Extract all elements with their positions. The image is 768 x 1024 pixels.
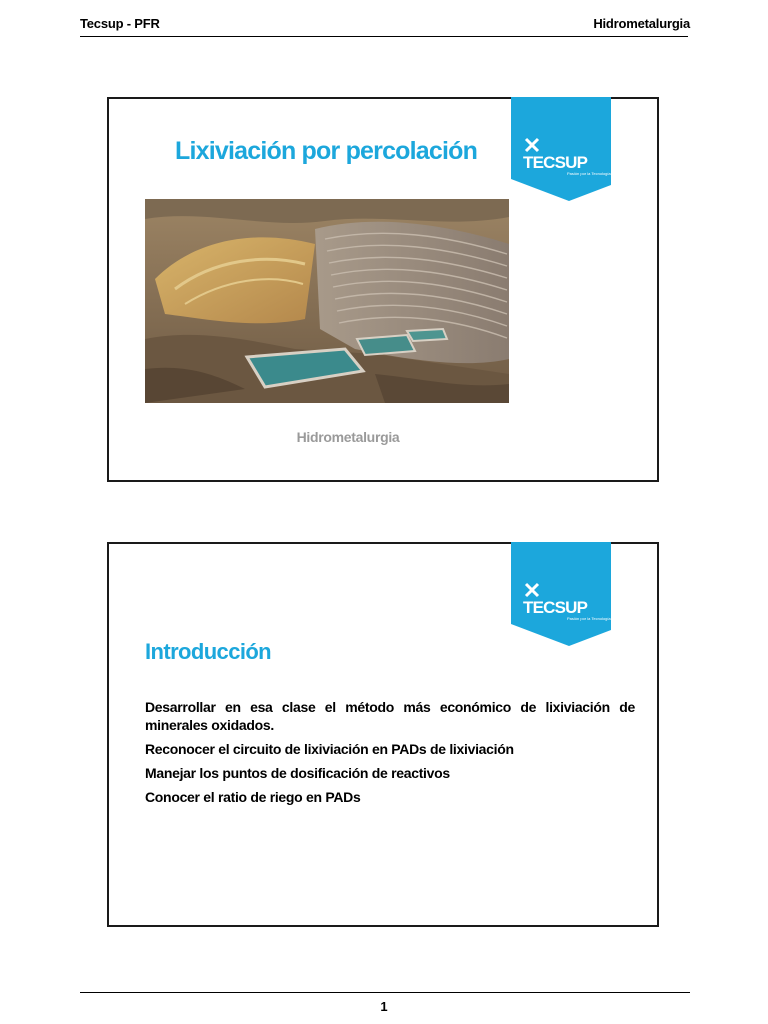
objectives-list	[145, 698, 635, 812]
logo-tagline: Pasión por la Tecnología	[567, 616, 611, 621]
slide-1	[107, 97, 659, 482]
header-rule	[80, 36, 688, 37]
tecsup-mark-icon	[523, 137, 541, 153]
objective-item: Reconocer el circuito de lixiviación en PADs de lixiviación	[145, 741, 514, 757]
slide-1-title: Lixiviación por percolación	[175, 137, 478, 165]
tecsup-ribbon	[511, 542, 611, 646]
slide-2	[107, 542, 659, 927]
logo-word: TECSUP	[523, 598, 588, 617]
objective-item: Desarrollar en esa clase el método más económico de lixiviación de minerales oxidados.	[145, 699, 635, 733]
slide-2-title: Introducción	[145, 639, 272, 664]
slide-1-subtitle: Hidrometalurgia	[296, 429, 400, 445]
page-header-left: Tecsup - PFR	[80, 16, 160, 31]
tecsup-ribbon	[511, 97, 611, 201]
tecsup-logo	[523, 137, 611, 176]
objective-item: Conocer el ratio de riego en PADs	[145, 789, 361, 805]
logo-word: TECSUP	[523, 153, 588, 172]
open-pit-mine-photo	[145, 199, 509, 403]
tecsup-mark-icon	[523, 582, 541, 598]
logo-tagline: Pasión por la Tecnología	[567, 171, 611, 176]
objective-item: Manejar los puntos de dosificación de reactivos	[145, 765, 450, 781]
footer-rule	[80, 992, 690, 993]
page-header-right: Hidrometalurgia	[593, 16, 690, 31]
tecsup-logo	[523, 582, 611, 621]
page-number: 1	[380, 999, 388, 1014]
